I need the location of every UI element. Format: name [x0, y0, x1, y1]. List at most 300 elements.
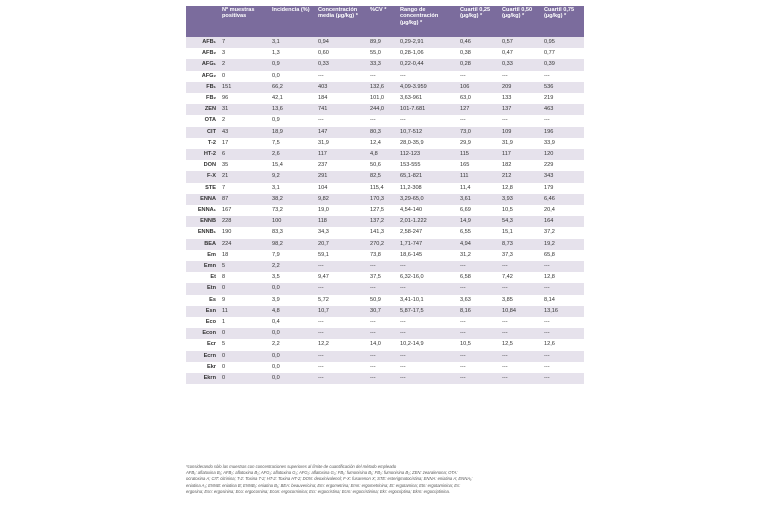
table-row: [186, 149, 584, 160]
table-cell: 165: [458, 160, 500, 171]
row-label: Et: [186, 272, 220, 283]
table-cell: ---: [458, 373, 500, 384]
table-cell: 55,0: [368, 48, 398, 59]
table-cell: 80,3: [368, 127, 398, 138]
row-label: Ecrn: [186, 351, 220, 362]
table-cell: ---: [316, 328, 368, 339]
table-cell: 0,39: [542, 59, 584, 70]
table-cell: 11,2-308: [398, 183, 458, 194]
table-cell: ---: [500, 71, 542, 82]
table-cell: 120: [542, 149, 584, 160]
table-cell: ---: [542, 373, 584, 384]
table-cell: ---: [316, 261, 368, 272]
table-cell: 37,5: [368, 272, 398, 283]
column-header: [186, 6, 220, 37]
table-cell: 0,0: [270, 283, 316, 294]
row-label: FB₂: [186, 93, 220, 104]
table-cell: 14,9: [458, 216, 500, 227]
footnotes: [186, 464, 586, 495]
row-label: Ekr: [186, 362, 220, 373]
table-cell: ---: [368, 328, 398, 339]
table-cell: 11,4: [458, 183, 500, 194]
table-cell: ---: [458, 115, 500, 126]
table-cell: 0,29-2,91: [398, 37, 458, 48]
table-cell: 96: [220, 93, 270, 104]
table-cell: 117: [316, 149, 368, 160]
table-cell: 167: [220, 205, 270, 216]
table-cell: ---: [316, 283, 368, 294]
table-cell: 54,3: [500, 216, 542, 227]
table-cell: 0: [220, 328, 270, 339]
table-cell: 151: [220, 82, 270, 93]
table-row: [186, 216, 584, 227]
table-cell: 14,0: [368, 339, 398, 350]
table-cell: 0,46: [458, 37, 500, 48]
row-label: ENNB: [186, 216, 220, 227]
table-cell: 28,0-35,9: [398, 138, 458, 149]
table-row: [186, 194, 584, 205]
table-cell: ---: [368, 351, 398, 362]
table-cell: ---: [458, 351, 500, 362]
table-cell: 7,9: [270, 250, 316, 261]
table-row: [186, 171, 584, 182]
table-cell: 37,3: [500, 250, 542, 261]
row-label: Econ: [186, 328, 220, 339]
table-cell: 0,47: [500, 48, 542, 59]
table-cell: 31,2: [458, 250, 500, 261]
table-cell: 1: [220, 317, 270, 328]
table-cell: 224: [220, 239, 270, 250]
table-cell: 65,8: [542, 250, 584, 261]
table-cell: 73,2: [270, 205, 316, 216]
table-cell: ---: [542, 261, 584, 272]
row-label: Ecr: [186, 339, 220, 350]
table-cell: 0,33: [316, 59, 368, 70]
table-cell: 137,2: [368, 216, 398, 227]
table-cell: 18,6-145: [398, 250, 458, 261]
table-cell: ---: [368, 317, 398, 328]
table-cell: ---: [500, 317, 542, 328]
table-row: [186, 160, 584, 171]
row-label: ENNA₁: [186, 205, 220, 216]
table-cell: 0: [220, 71, 270, 82]
table-row: [186, 82, 584, 93]
table-cell: 0: [220, 373, 270, 384]
column-header: Cuartil 0,50 (µg/kg) *: [500, 6, 542, 37]
table-cell: ---: [458, 317, 500, 328]
row-label: F-X: [186, 171, 220, 182]
table-cell: 19,0: [316, 205, 368, 216]
table-cell: 1,3: [270, 48, 316, 59]
table-cell: 12,4: [368, 138, 398, 149]
table-cell: 12,8: [500, 183, 542, 194]
row-label: Esn: [186, 306, 220, 317]
table-cell: 0: [220, 283, 270, 294]
table-row: [186, 138, 584, 149]
table-cell: 6,55: [458, 227, 500, 238]
table-cell: 10,2-14,9: [398, 339, 458, 350]
table-cell: 10,84: [500, 306, 542, 317]
table-cell: ---: [500, 351, 542, 362]
table-cell: 127,5: [368, 205, 398, 216]
row-label: Em: [186, 250, 220, 261]
table-cell: 0,28-1,06: [398, 48, 458, 59]
table-cell: 19,2: [542, 239, 584, 250]
table-cell: 4,09-3.959: [398, 82, 458, 93]
table-cell: ---: [368, 71, 398, 82]
footnote-line: *considerando sólo las muestras con concentraciones superiores al límite de cuantificación del método empleado: [186, 464, 397, 469]
table-cell: 6,58: [458, 272, 500, 283]
table-cell: 0,60: [316, 48, 368, 59]
table-cell: 209: [500, 82, 542, 93]
table-cell: 182: [500, 160, 542, 171]
table-cell: 10,5: [458, 339, 500, 350]
table-cell: 7: [220, 37, 270, 48]
table-cell: ---: [316, 362, 368, 373]
table-row: [186, 339, 584, 350]
table-cell: 2,6: [270, 149, 316, 160]
row-label: AFB₁: [186, 37, 220, 48]
footnote-line: ergosina; Esn: ergosinina; Eco: ergocornina; Econ: ergocorninina; Ecr: ergocristina; Ecrn: ergocristinina; Ekr: ergocriptina; Ekrn: ergocriptinina.: [186, 488, 450, 494]
table-cell: 118: [316, 216, 368, 227]
table-cell: 5,87-17,5: [398, 306, 458, 317]
table-cell: 112-123: [398, 149, 458, 160]
table-cell: 0,9: [270, 115, 316, 126]
table-row: [186, 127, 584, 138]
table-cell: 3,1: [270, 37, 316, 48]
table-cell: 2: [220, 59, 270, 70]
footnote-line: AFB₁: aflatoxina B₁; AFB₂: aflatoxina B₂; AFG₁: aflatoxina G₁; AFG₂: aflatoxina G₂; FB₁: fumonisina B₁; FB₂: fumonisina B₂; ZEN: zearalenona; OTA:: [186, 470, 458, 476]
table-cell: 101-7.681: [398, 104, 458, 115]
table-cell: 9,2: [270, 171, 316, 182]
table-cell: 0,4: [270, 317, 316, 328]
table-cell: 3,63-961: [398, 93, 458, 104]
table-cell: 9,47: [316, 272, 368, 283]
table-cell: ---: [500, 373, 542, 384]
table-cell: 8: [220, 272, 270, 283]
column-header: Rango de concentración (µg/kg) *: [398, 6, 458, 37]
table-cell: ---: [458, 362, 500, 373]
table-cell: 196: [542, 127, 584, 138]
table-cell: 3,29-65,0: [398, 194, 458, 205]
table-cell: ---: [316, 71, 368, 82]
table-cell: ---: [500, 115, 542, 126]
table-cell: 5: [220, 339, 270, 350]
row-label: DON: [186, 160, 220, 171]
table-cell: 190: [220, 227, 270, 238]
table-cell: ---: [458, 328, 500, 339]
table-cell: 0: [220, 351, 270, 362]
table-row: [186, 48, 584, 59]
table-cell: 5: [220, 261, 270, 272]
table-cell: 33,3: [368, 59, 398, 70]
table-cell: 3,5: [270, 272, 316, 283]
table-cell: 153-555: [398, 160, 458, 171]
table-cell: 4,8: [270, 306, 316, 317]
table-cell: 6: [220, 149, 270, 160]
table-cell: 3,1: [270, 183, 316, 194]
row-label: ENNA: [186, 194, 220, 205]
table-cell: 10,7: [316, 306, 368, 317]
table-cell: 229: [542, 160, 584, 171]
table-cell: 244,0: [368, 104, 398, 115]
table-cell: 291: [316, 171, 368, 182]
table-cell: 0,9: [270, 59, 316, 70]
table-cell: 65,1-821: [398, 171, 458, 182]
table-cell: 12,5: [500, 339, 542, 350]
table-cell: 37,2: [542, 227, 584, 238]
row-label: AFB₂: [186, 48, 220, 59]
row-label: Ekrn: [186, 373, 220, 384]
table-cell: ---: [542, 283, 584, 294]
table-cell: ---: [398, 373, 458, 384]
table-cell: ---: [398, 115, 458, 126]
table-cell: 3,61: [458, 194, 500, 205]
table-cell: 237: [316, 160, 368, 171]
table-cell: ---: [398, 317, 458, 328]
column-header: Concentración media (µg/kg) *: [316, 6, 368, 37]
table-row: [186, 115, 584, 126]
table-cell: 2,2: [270, 339, 316, 350]
table-cell: 63,0: [458, 93, 500, 104]
table-cell: ---: [398, 328, 458, 339]
table-cell: 170,3: [368, 194, 398, 205]
table-cell: ---: [316, 351, 368, 362]
table-cell: 30,7: [368, 306, 398, 317]
table-cell: 0,28: [458, 59, 500, 70]
table-cell: 109: [500, 127, 542, 138]
row-label: Etn: [186, 283, 220, 294]
table-cell: 2,58-247: [398, 227, 458, 238]
table-cell: ---: [398, 71, 458, 82]
table-cell: 219: [542, 93, 584, 104]
table-cell: 35: [220, 160, 270, 171]
table-cell: 0,0: [270, 362, 316, 373]
table-cell: 463: [542, 104, 584, 115]
table-cell: 21: [220, 171, 270, 182]
table-body: [186, 37, 584, 384]
table-cell: 4,94: [458, 239, 500, 250]
table-cell: ---: [368, 115, 398, 126]
table-cell: 133: [500, 93, 542, 104]
table-row: [186, 328, 584, 339]
table-row: [186, 250, 584, 261]
table-cell: 18,9: [270, 127, 316, 138]
table-cell: ---: [500, 283, 542, 294]
table-row: [186, 362, 584, 373]
row-label: ZEN: [186, 104, 220, 115]
table-cell: 104: [316, 183, 368, 194]
table-cell: 179: [542, 183, 584, 194]
table-cell: 147: [316, 127, 368, 138]
table-cell: ---: [458, 261, 500, 272]
table-cell: 0,33: [500, 59, 542, 70]
table-row: [186, 59, 584, 70]
table-cell: 0,77: [542, 48, 584, 59]
table-cell: 10,5: [500, 205, 542, 216]
table-row: [186, 306, 584, 317]
row-label: STE: [186, 183, 220, 194]
table-cell: 15,4: [270, 160, 316, 171]
table-cell: ---: [398, 261, 458, 272]
table-row: [186, 261, 584, 272]
table-cell: 31,9: [500, 138, 542, 149]
table-cell: ---: [542, 317, 584, 328]
table-cell: 11: [220, 306, 270, 317]
table-cell: 87: [220, 194, 270, 205]
table-cell: 0,94: [316, 37, 368, 48]
table-cell: ---: [398, 283, 458, 294]
table-cell: 1,71-747: [398, 239, 458, 250]
row-label: ENNB₁: [186, 227, 220, 238]
table-cell: ---: [542, 362, 584, 373]
table-cell: 100: [270, 216, 316, 227]
table-cell: 0,0: [270, 328, 316, 339]
table-cell: 117: [500, 149, 542, 160]
table-cell: 50,6: [368, 160, 398, 171]
table-cell: 127: [458, 104, 500, 115]
row-label: OTA: [186, 115, 220, 126]
table-row: [186, 227, 584, 238]
table-row: [186, 351, 584, 362]
column-header: Cuartil 0,75 (µg/kg) *: [542, 6, 584, 37]
table-cell: 20,4: [542, 205, 584, 216]
table-cell: ---: [316, 115, 368, 126]
table-cell: 38,2: [270, 194, 316, 205]
table-cell: 0,95: [542, 37, 584, 48]
table-cell: 3: [220, 48, 270, 59]
table-cell: 15,1: [500, 227, 542, 238]
row-label: Eco: [186, 317, 220, 328]
row-label: HT-2: [186, 149, 220, 160]
table-cell: 3,93: [500, 194, 542, 205]
table-cell: 8,14: [542, 295, 584, 306]
table-cell: ---: [368, 362, 398, 373]
table-cell: 8,16: [458, 306, 500, 317]
table-cell: 536: [542, 82, 584, 93]
table-cell: 7,42: [500, 272, 542, 283]
table-cell: 43: [220, 127, 270, 138]
row-label: T-2: [186, 138, 220, 149]
table-cell: 0,38: [458, 48, 500, 59]
table-cell: ---: [500, 362, 542, 373]
table-row: [186, 71, 584, 82]
table-cell: 4,54-140: [398, 205, 458, 216]
column-header: Nº muestras positivas: [220, 6, 270, 37]
table-cell: 184: [316, 93, 368, 104]
table-cell: 403: [316, 82, 368, 93]
row-label: Es: [186, 295, 220, 306]
table-cell: 20,7: [316, 239, 368, 250]
table-cell: 9,82: [316, 194, 368, 205]
row-label: CIT: [186, 127, 220, 138]
table-cell: 111: [458, 171, 500, 182]
table-cell: 0,57: [500, 37, 542, 48]
table-cell: 7,5: [270, 138, 316, 149]
table-cell: ---: [316, 317, 368, 328]
table-cell: 31: [220, 104, 270, 115]
table-cell: 106: [458, 82, 500, 93]
table-cell: 7: [220, 183, 270, 194]
column-header: Cuartil 0,25 (µg/kg) *: [458, 6, 500, 37]
table-cell: 115,4: [368, 183, 398, 194]
table-cell: 3,9: [270, 295, 316, 306]
table-cell: ---: [542, 71, 584, 82]
table-cell: 0,0: [270, 71, 316, 82]
table-cell: ---: [542, 351, 584, 362]
table-cell: 73,0: [458, 127, 500, 138]
table-cell: 98,2: [270, 239, 316, 250]
table-cell: 50,9: [368, 295, 398, 306]
table-cell: 137: [500, 104, 542, 115]
table-cell: 9: [220, 295, 270, 306]
table-cell: 12,6: [542, 339, 584, 350]
table-cell: 141,3: [368, 227, 398, 238]
table-cell: 33,9: [542, 138, 584, 149]
table-cell: ---: [500, 261, 542, 272]
column-header: %CV *: [368, 6, 398, 37]
table-cell: 4,8: [368, 149, 398, 160]
table-cell: ---: [316, 373, 368, 384]
row-label: Emn: [186, 261, 220, 272]
table-cell: ---: [368, 283, 398, 294]
table-row: [186, 239, 584, 250]
row-label: BEA: [186, 239, 220, 250]
row-label: AFG₂: [186, 71, 220, 82]
table-cell: 6,32-16,0: [398, 272, 458, 283]
table-cell: 13,16: [542, 306, 584, 317]
table-cell: 29,9: [458, 138, 500, 149]
table-cell: 8,73: [500, 239, 542, 250]
table-cell: 3,41-10,1: [398, 295, 458, 306]
table-cell: 0,22-0,44: [398, 59, 458, 70]
table-cell: ---: [458, 283, 500, 294]
table-cell: 42,1: [270, 93, 316, 104]
table-cell: ---: [398, 362, 458, 373]
table-row: [186, 295, 584, 306]
table-cell: ---: [500, 328, 542, 339]
row-label: FB₁: [186, 82, 220, 93]
table-cell: 741: [316, 104, 368, 115]
table-cell: 0,0: [270, 351, 316, 362]
table-cell: 73,8: [368, 250, 398, 261]
table-cell: 3,63: [458, 295, 500, 306]
table-row: [186, 93, 584, 104]
table-cell: 101,0: [368, 93, 398, 104]
table-cell: ---: [368, 261, 398, 272]
table-cell: 5,72: [316, 295, 368, 306]
table-cell: 12,8: [542, 272, 584, 283]
table-cell: 0,0: [270, 373, 316, 384]
table-cell: 18: [220, 250, 270, 261]
table-cell: 2,01-1.222: [398, 216, 458, 227]
table-cell: 115: [458, 149, 500, 160]
table-cell: 343: [542, 171, 584, 182]
table-cell: ---: [398, 351, 458, 362]
table-cell: 3,85: [500, 295, 542, 306]
column-header: Incidencia (%): [270, 6, 316, 37]
table-cell: 212: [500, 171, 542, 182]
mycotoxin-table: [186, 6, 584, 384]
table-row: [186, 283, 584, 294]
table-cell: ---: [542, 115, 584, 126]
table-row: [186, 205, 584, 216]
table-cell: 0: [220, 362, 270, 373]
footnote-line: eniatina A₁; ENNB: eniatina B; ENNB₁: eniatina B₁; BEA: beauvericina; Em: ergometrina; Emn: ergometrinina; Et: ergotamina; Etn: ergotaminina; Es:: [186, 482, 461, 488]
table-cell: 13,6: [270, 104, 316, 115]
table-cell: 132,6: [368, 82, 398, 93]
table-cell: ---: [368, 373, 398, 384]
